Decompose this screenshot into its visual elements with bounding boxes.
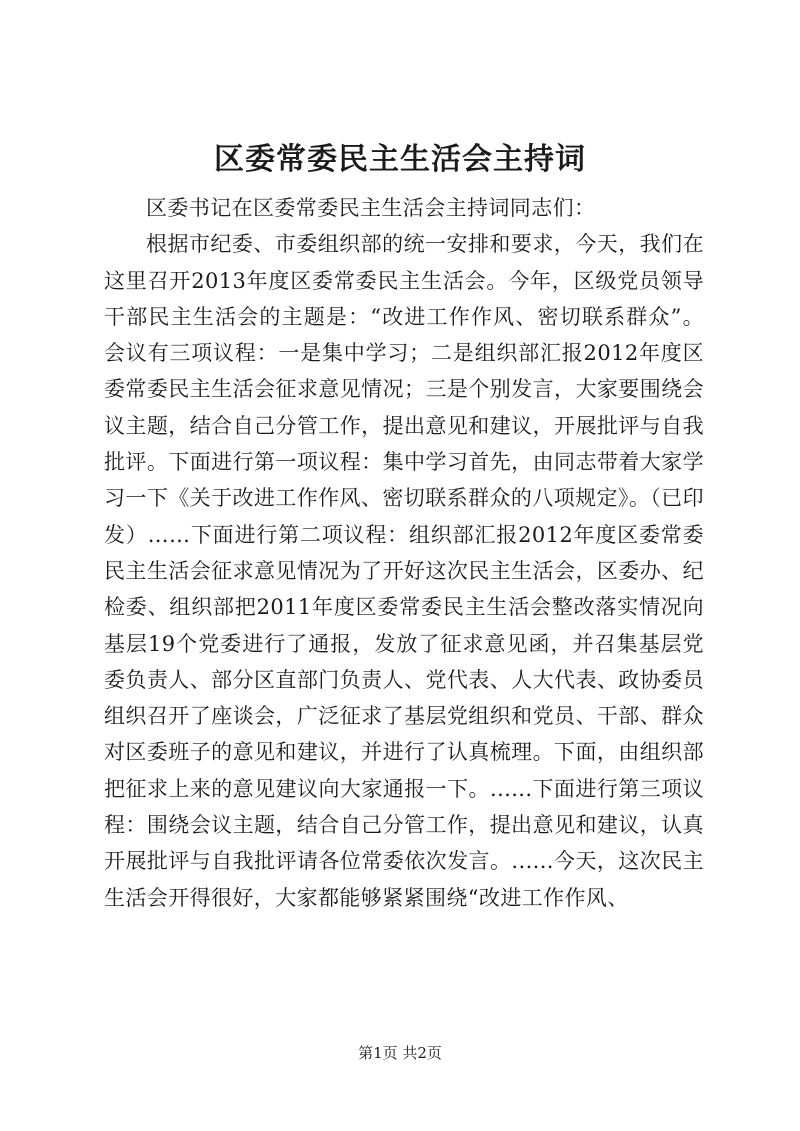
greeting-paragraph: 区委书记在区委常委民主生活会主持词同志们：: [146, 196, 596, 220]
document-title: 区委常委民主生活会主持词: [214, 142, 586, 177]
document-body: [104, 190, 704, 916]
body-paragraph: 根据市纪委、市委组织部的统一安排和要求，今天，我们在这里召开2013年度区委常委民主生活会。今年，区级党员领导干部民主生活会的主题是：“改进工作作风、密切联系群众”。会议有三项议程：一是集中学习；二是组织部汇报2012年度区委常委民主生活会征求意见情况；三是个别发言，大家要围绕会议主题，结合自己分管工作，提出意见和建议，开展批评与自我批评。下面进行第一项议程：集中学习首先，由同志带着大家学习一下《关于改进工作作风、密切联系群众的八项规定》。（已印发）……下面进行第二项议程：组织部汇报2012年度区委常委民主生活会征求意见情况为了开好这次民主生活会，区委办、纪检委、组织部把2011年度区委常委民主生活会整改落实情况向基层19个党委进行了通报，发放了征求意见函，并召集基层党委负责人、部分区直部门负责人、党代表、人大代表、政协委员组织召开了座谈会，广泛征求了基层党组织和党员、干部、群众对区委班子的意见和建议，并进行了认真梳理。下面，由组织部把征求上来的意见建议向大家通报一下。......下面进行第三项议程：围绕会议主题，结合自己分管工作，提出意见和建议，认真开展批评与自我批评请各位常委依次发言。......今天，这次民主生活会开得很好，大家都能够紧紧围绕“改进工作作风、: [104, 232, 704, 910]
page-footer: 第1页 共2页: [358, 1044, 442, 1062]
